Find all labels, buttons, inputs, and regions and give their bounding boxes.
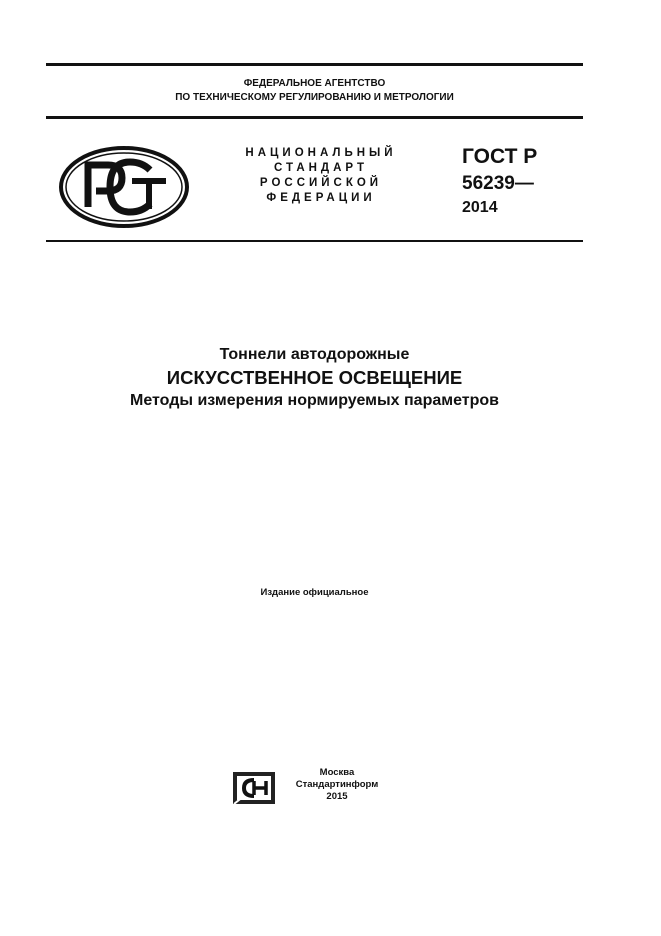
standartinform-logo-icon [232, 771, 276, 810]
designation-year: 2014 [462, 199, 498, 216]
publisher-city: Москва [319, 767, 355, 778]
standard-type-line-1: НАЦИОНАЛЬНЫЙ [245, 147, 397, 159]
header-rule [46, 116, 583, 119]
title-line-3: Методы измерения нормируемых параметров [130, 392, 499, 409]
agency-header [46, 77, 583, 105]
edition-label: Издание официальное [260, 587, 369, 598]
agency-line-1: ФЕДЕРАЛЬНОЕ АГЕНТСТВО [243, 78, 386, 89]
rst-logo-icon [58, 145, 190, 234]
agency-line-2: ПО ТЕХНИЧЕСКОМУ РЕГУЛИРОВАНИЮ И МЕТРОЛОГИИ [175, 92, 454, 103]
document-title [46, 344, 583, 412]
section-rule [46, 240, 583, 242]
standard-type-line-3: РОССИЙСКОЙ [259, 177, 383, 189]
title-line-1: Тоннели автодорожные [219, 346, 410, 363]
standard-type-line-2: СТАНДАРТ [274, 162, 368, 174]
top-rule [46, 63, 583, 66]
standard-type-line-4: ФЕДЕРАЦИИ [266, 192, 376, 204]
standard-designation [462, 143, 537, 219]
standard-type [232, 146, 410, 206]
title-line-2: ИСКУССТВЕННОЕ ОСВЕЩЕНИЕ [166, 367, 463, 388]
designation-number: 56239— [462, 173, 534, 194]
publisher-name: Стандартинформ [295, 779, 379, 790]
designation-prefix: ГОСТ Р [462, 145, 538, 168]
publisher-year: 2015 [326, 791, 348, 802]
publisher-info [282, 767, 392, 803]
